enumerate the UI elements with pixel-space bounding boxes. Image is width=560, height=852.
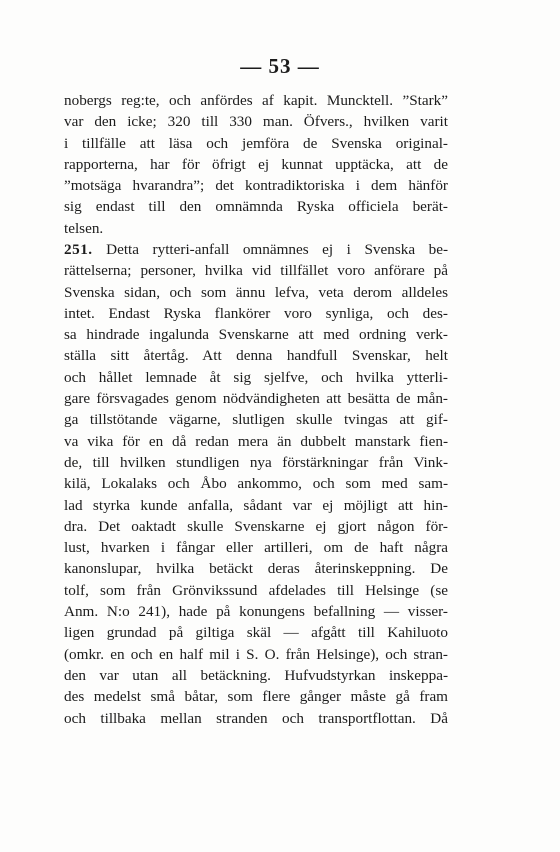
text-line: (omkr. en och en half mil i S. O. från Helsinge), och stran- bbox=[64, 645, 448, 663]
text-line: va vika för en då redan mera än dubbelt manstark fien- bbox=[64, 432, 448, 450]
text-line: ställa sitt återtåg. Att denna handfull Svenskar, helt bbox=[64, 347, 448, 365]
text-line: lust, hvarken i fångar eller artilleri, om de haft några bbox=[64, 539, 448, 557]
text-line: kilä, Lokalaks och Åbo ankommo, och som med sam- bbox=[64, 475, 448, 493]
text-line: tolf, som från Grönvikssund afdelades till Helsinge (se bbox=[64, 581, 448, 599]
text-line: Anm. N:o 241), hade på konungens befallning — visser- bbox=[64, 603, 448, 621]
text-line: var den icke; 320 till 330 man. Öfvers., hvilken varit bbox=[64, 113, 448, 131]
text-line: Svenska sidan, och som ännu lefva, veta derom alldeles bbox=[64, 283, 448, 301]
page-number: — 53 — bbox=[240, 54, 320, 78]
text-line: telsen. bbox=[64, 219, 104, 237]
text-line: ligen grundad på giltiga skäl — afgått till Kahiluoto bbox=[64, 624, 448, 642]
section-first-line bbox=[64, 239, 448, 260]
text-line: intet. Endast Ryska flankörer voro synliga, och des- bbox=[64, 304, 448, 322]
text-line: och hållet lemnade åt sig sjelfve, och hvilka ytterli- bbox=[64, 368, 448, 386]
text-line: ga tillstötande vägarne, slutligen skulle tvingas att gif- bbox=[64, 411, 448, 429]
text-line: kanonslupar, hvilka betäckt deras återinskeppning. De bbox=[64, 560, 448, 578]
text-line: nobergs reg:te, och anfördes af kapit. Muncktell. ”Stark” bbox=[64, 92, 448, 109]
text-line: de, till hvilken stundligen nya förstärkningar från Vink- bbox=[64, 453, 448, 471]
text-line: rättelserna; personer, hvilka vid tillfället voro anförare på bbox=[64, 262, 448, 280]
text-line: den var utan all betäckning. Hufvudstyrkan inskeppa- bbox=[64, 666, 448, 684]
text-line: och tillbaka mellan stranden och transportflottan. Då bbox=[64, 709, 448, 727]
text-line: lad styrka kunde anfalla, sådant var ej möjligt att hin- bbox=[64, 496, 448, 514]
section-251-paragraph bbox=[64, 239, 448, 729]
text-line: i tillfälle att läsa och jemföra de Svenska original- bbox=[64, 134, 448, 152]
text-line: ”motsäga hvarandra”; det kontradiktoriska i dem hänför bbox=[64, 177, 448, 195]
text-line: dra. Det oaktadt skulle Svenskarne ej gjort någon för- bbox=[64, 517, 448, 535]
text-line: Detta rytteri-anfall omnämnes ej i Svenska be- bbox=[106, 241, 448, 258]
text-line: rapporterna, har för öfrigt ej kunnat upptäcka, att de bbox=[64, 155, 448, 173]
text-line: sig endast till den omnämnda Ryska officiela berät- bbox=[64, 198, 448, 216]
text-line: gare försvagades genom nödvändigheten att besätta de mån- bbox=[64, 390, 448, 408]
text-line: des medelst små båtar, som flere gånger måste gå fram bbox=[64, 688, 448, 706]
text-line: sa hindrade ingalunda Svenskarne att med ordning verk- bbox=[64, 326, 448, 344]
section-number: 251. bbox=[64, 241, 93, 258]
continuation-paragraph bbox=[64, 90, 448, 239]
